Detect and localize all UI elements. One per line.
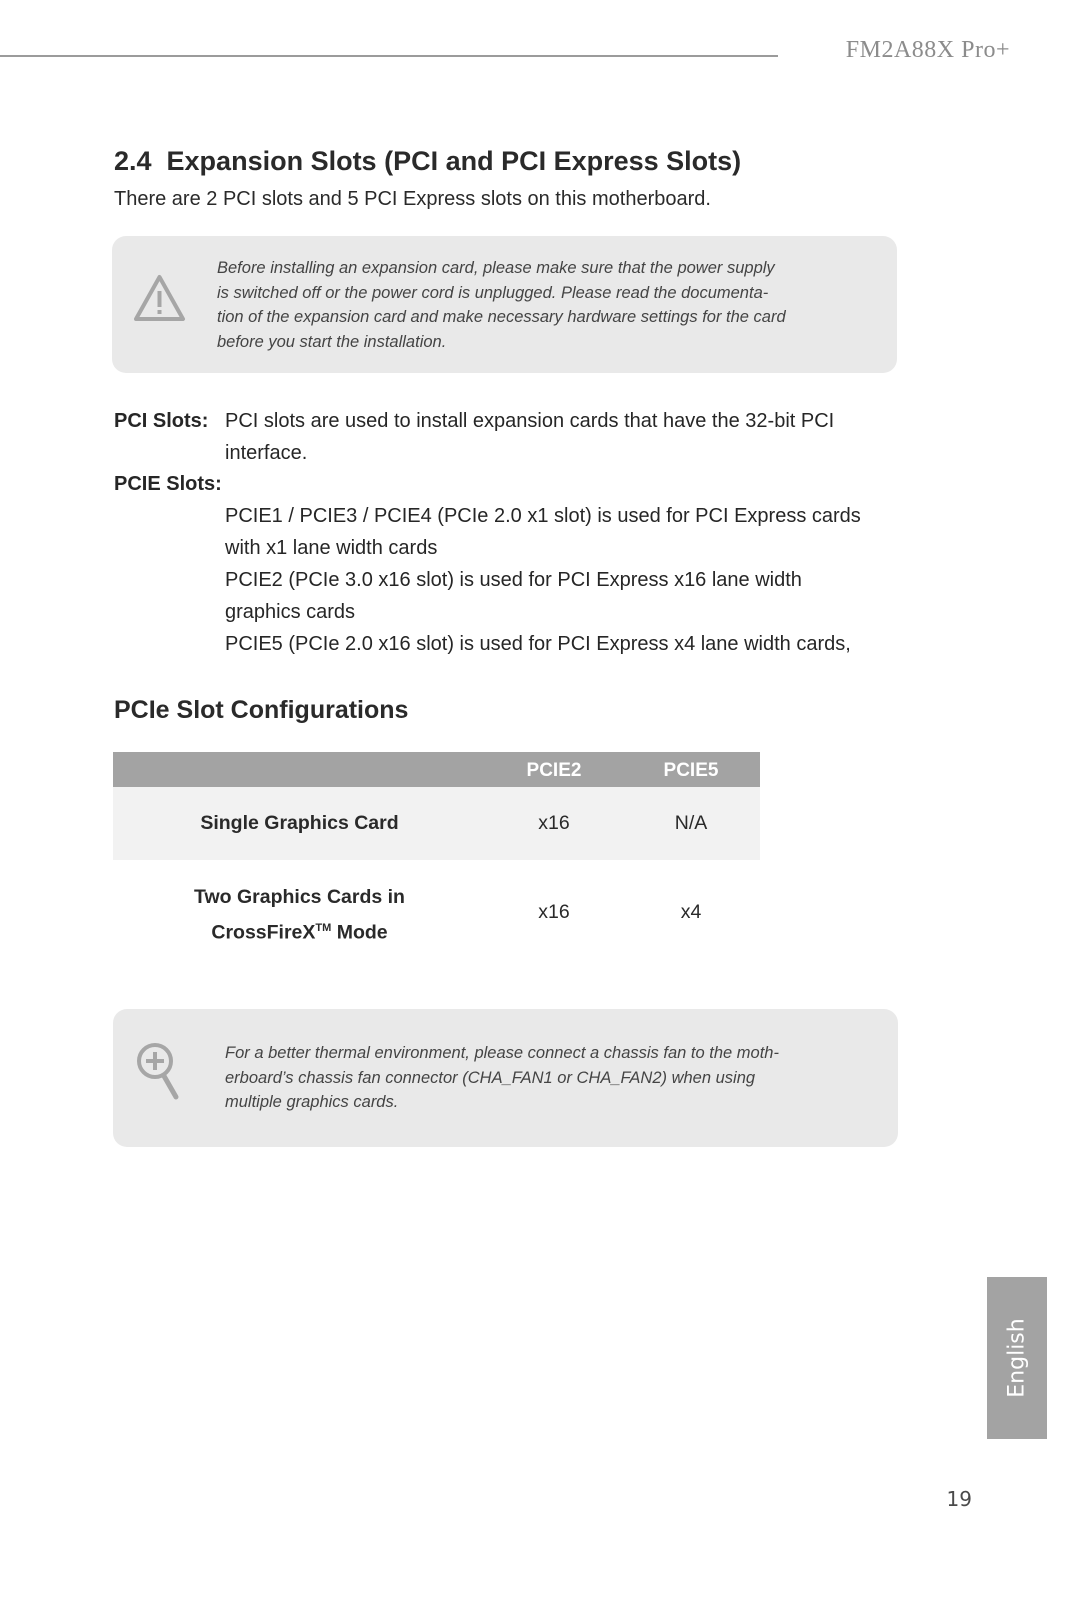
header-cell-pcie5: PCIE5	[663, 760, 719, 781]
caution-note	[112, 236, 897, 373]
cell-pcie2: x16	[538, 901, 570, 923]
tip-line: For a better thermal environment, please connect a chassis fan to the moth-	[225, 1044, 779, 1062]
header-cell-pcie2: PCIE2	[526, 760, 582, 781]
tip-note	[113, 1009, 898, 1147]
cell-pcie2: x16	[538, 812, 570, 834]
warning-triangle-icon	[132, 273, 187, 323]
section-intro: There are 2 PCI slots and 5 PCI Express slots on this motherboard.	[114, 188, 711, 210]
row-label: Single Graphics Card	[200, 812, 399, 834]
config-title: PCIe Slot Configurations	[114, 696, 409, 724]
header-cell-empty	[113, 752, 486, 787]
tip-line: erboard’s chassis fan connector (CHA_FAN1 or CHA_FAN2) when using	[225, 1068, 756, 1087]
section-title: 2.4 Expansion Slots (PCI and PCI Express Slots)	[114, 146, 742, 176]
caution-line: is switched off or the power cord is unplugged. Please read the documenta-	[217, 283, 769, 302]
tip-text	[225, 1041, 835, 1115]
pcie-line: with x1 lane width cards	[225, 537, 438, 559]
header-rule	[0, 55, 778, 57]
caution-line: Before installing an expansion card, please make sure that the power supply	[217, 259, 775, 277]
pci-slots-label: PCI Slots:	[114, 410, 209, 432]
page-number: 19	[946, 1487, 972, 1511]
pcie-line: PCIE5 (PCIe 2.0 x16 slot) is used for PCI Express x4 lane width cards,	[225, 633, 851, 655]
row-label-line: Two Graphics Cards in	[194, 886, 405, 908]
pcie-line: graphics cards	[225, 601, 356, 623]
table-row	[113, 860, 760, 968]
magnifier-plus-icon	[133, 1039, 183, 1101]
crossfirex-text: CrossFireX	[211, 921, 316, 944]
pci-slots-description	[225, 405, 905, 469]
pcie-line: PCIE1 / PCIE3 / PCIE4 (PCIe 2.0 x1 slot) is used for PCI Express cards	[225, 505, 861, 527]
row-label	[113, 882, 486, 949]
language-tab-label: English	[1004, 1318, 1030, 1398]
pci-line: interface.	[225, 442, 308, 464]
cell-pcie5: N/A	[674, 812, 708, 834]
row-label-line	[113, 913, 486, 949]
pcie-slots-description	[225, 500, 915, 660]
cell-pcie5: x4	[680, 901, 702, 923]
model-name: FM2A88X Pro+	[845, 37, 1010, 63]
tip-line: multiple graphics cards.	[225, 1093, 399, 1111]
mode-text: Mode	[331, 921, 388, 944]
trademark-mark: TM	[315, 922, 332, 934]
table-header	[113, 752, 760, 787]
pcie-config-table	[113, 752, 760, 968]
caution-line: tion of the expansion card and make necessary hardware settings for the card	[217, 308, 786, 326]
language-tab	[987, 1277, 1047, 1439]
caution-line: before you start the installation.	[217, 332, 447, 351]
pcie-slots-label: PCIE Slots:	[114, 473, 222, 495]
pcie-line: PCIE2 (PCIe 3.0 x16 slot) is used for PCI Express x16 lane width	[225, 569, 802, 591]
pci-line: PCI slots are used to install expansion cards that have the 32-bit PCI	[225, 410, 835, 432]
caution-text	[217, 256, 837, 354]
table-row	[113, 787, 760, 860]
